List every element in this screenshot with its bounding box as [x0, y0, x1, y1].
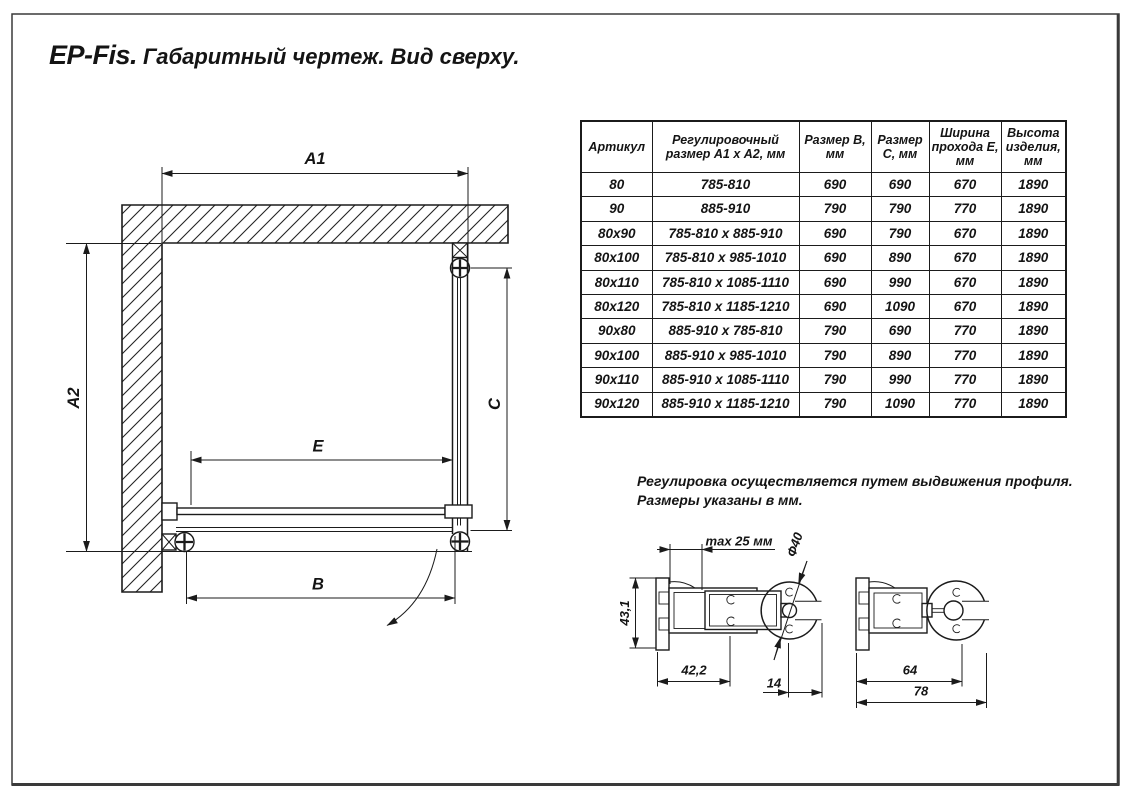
table-cell: 790 [799, 343, 871, 367]
dimension-hinge-offset [763, 623, 822, 698]
table-cell: 1890 [1001, 392, 1066, 417]
table-cell: 690 [799, 173, 871, 197]
top-view-diagram [65, 150, 512, 626]
note-line-2: Размеры указаны в мм. [637, 491, 803, 508]
table-cell: 690 [871, 173, 929, 197]
table-cell: 1890 [1001, 319, 1066, 343]
label-b: B [312, 575, 324, 594]
table-header [581, 121, 1066, 173]
dimension-total-width [857, 653, 987, 708]
adjustment-note [637, 472, 1073, 509]
note-line-1: Регулировка осуществляется путем выдвижения профиля. [637, 473, 1073, 489]
table-cell: 690 [799, 246, 871, 270]
table-cell: 90x120 [581, 392, 652, 417]
dimension-width-to-axis [857, 644, 963, 687]
table-row [581, 368, 1066, 392]
dimension-c [471, 268, 513, 531]
table-cell: 785-810 x 1185-1210 [652, 294, 799, 318]
label-a2: A2 [65, 387, 83, 409]
table-cell: 90x100 [581, 343, 652, 367]
wall-profile-section [656, 578, 790, 650]
model-name: EP-Fis. [49, 40, 138, 70]
table-row [581, 294, 1066, 318]
table-cell: 1890 [1001, 294, 1066, 318]
label-hinge-offset: 14 [766, 675, 782, 691]
dimension-e [191, 438, 453, 506]
table-cell: 1090 [871, 392, 929, 417]
table-cell: 790 [799, 319, 871, 343]
table-cell: 690 [799, 294, 871, 318]
hinge-profile-section [927, 581, 989, 640]
table-cell: 885-910 [652, 197, 799, 221]
table-cell: 885-910 x 785-810 [652, 319, 799, 343]
table-cell: 790 [871, 221, 929, 245]
table-cell: 670 [929, 246, 1001, 270]
table-cell: 80x90 [581, 221, 652, 245]
table-cell: 80 [581, 173, 652, 197]
table-cell: 90x110 [581, 368, 652, 392]
table-cell: 80x100 [581, 246, 652, 270]
header-size-b: Размер В, мм [799, 121, 871, 173]
bottom-hinge-left [175, 533, 194, 552]
table-cell: 770 [929, 392, 1001, 417]
label-profile-height: 43,1 [617, 600, 632, 626]
dimension-profile-height [617, 578, 656, 648]
table-header-row [581, 121, 1066, 173]
size-spec-table [580, 120, 1067, 418]
table-row [581, 392, 1066, 417]
page-title [49, 40, 519, 71]
label-total-width: 78 [913, 683, 929, 699]
table-cell: 670 [929, 270, 1001, 294]
table-cell: 785-810 [652, 173, 799, 197]
table-body [581, 173, 1066, 417]
table-cell: 1890 [1001, 197, 1066, 221]
table-cell: 670 [929, 221, 1001, 245]
table-cell: 890 [871, 246, 929, 270]
wall-profile-section [856, 578, 944, 650]
table-cell: 885-910 x 1085-1110 [652, 368, 799, 392]
table-cell: 690 [799, 270, 871, 294]
table-cell: 1890 [1001, 270, 1066, 294]
profile-detail-left [617, 530, 822, 698]
table-cell: 770 [929, 319, 1001, 343]
label-width-to-axis: 64 [902, 662, 918, 678]
table-cell: 1890 [1001, 246, 1066, 270]
label-profile-depth: 42,2 [681, 662, 707, 678]
table-cell: 670 [929, 173, 1001, 197]
door-swing-arc [387, 549, 437, 626]
table-cell: 790 [871, 197, 929, 221]
header-size-c: Размер С, мм [871, 121, 929, 173]
table-cell: 80x110 [581, 270, 652, 294]
header-adjust-size: Регулировочный размер А1 х А2, мм [652, 121, 799, 173]
table-cell: 670 [929, 294, 1001, 318]
bottom-hinge-right [451, 532, 470, 551]
support-bar [162, 503, 472, 520]
table-cell: 1890 [1001, 343, 1066, 367]
label-a1: A1 [304, 150, 326, 168]
table-cell: 90 [581, 197, 652, 221]
table-cell: 990 [871, 368, 929, 392]
table-cell: 690 [871, 319, 929, 343]
table-cell: 690 [799, 221, 871, 245]
table-cell: 770 [929, 343, 1001, 367]
top-wall-bracket [453, 243, 468, 258]
table-row [581, 343, 1066, 367]
title-text: Габаритный чертеж. Вид сверху. [143, 44, 520, 69]
door-panel [162, 528, 452, 551]
label-max-extension: max 25 мм [705, 533, 773, 549]
table-cell: 1890 [1001, 368, 1066, 392]
table-cell: 785-810 x 1085-1110 [652, 270, 799, 294]
table-cell: 885-910 x 1185-1210 [652, 392, 799, 417]
table-cell: 1890 [1001, 221, 1066, 245]
header-product-height: Высота изделия, мм [1001, 121, 1066, 173]
header-article: Артикул [581, 121, 652, 173]
dimension-b [187, 536, 456, 604]
table-row [581, 319, 1066, 343]
table-cell: 770 [929, 197, 1001, 221]
table-cell: 770 [929, 368, 1001, 392]
table-cell: 785-810 x 885-910 [652, 221, 799, 245]
table-row [581, 246, 1066, 270]
table-cell: 790 [799, 392, 871, 417]
profile-detail-right [856, 578, 989, 708]
top-hinge [451, 259, 470, 278]
table-cell: 80x120 [581, 294, 652, 318]
label-c: C [486, 398, 504, 410]
table-cell: 785-810 x 985-1010 [652, 246, 799, 270]
label-e: E [312, 437, 324, 456]
table-cell: 990 [871, 270, 929, 294]
table-row [581, 197, 1066, 221]
table-cell: 90x80 [581, 319, 652, 343]
table-cell: 1090 [871, 294, 929, 318]
table-cell: 890 [871, 343, 929, 367]
table-row [581, 173, 1066, 197]
table-cell: 1890 [1001, 173, 1066, 197]
header-passage-width: Ширина прохода Е, мм [929, 121, 1001, 173]
table-cell: 790 [799, 368, 871, 392]
table-cell: 790 [799, 197, 871, 221]
table-row [581, 221, 1066, 245]
table-row [581, 270, 1066, 294]
table-cell: 885-910 x 985-1010 [652, 343, 799, 367]
label-hinge-diameter: Ф40 [783, 530, 806, 559]
